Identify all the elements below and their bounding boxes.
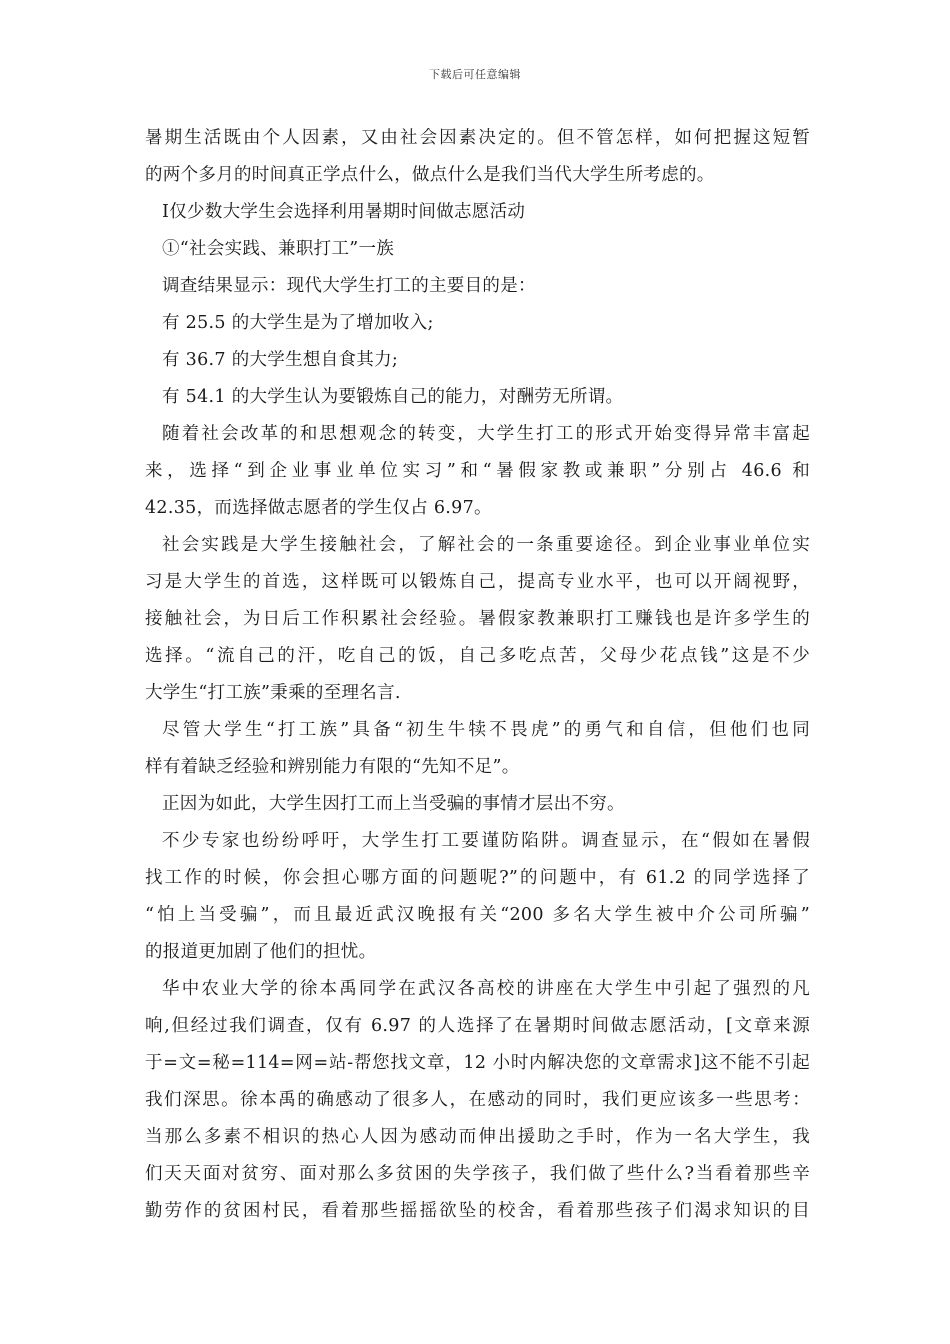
subsection-heading: ①“社会实践、兼职打工”一族 [162, 239, 395, 259]
text-line: 大学生“打工族”秉乘的至理名言. [145, 683, 401, 703]
text-line: 的两个多月的时间真正学点什么，做点什么是我们当代大学生所考虑的。 [145, 165, 715, 185]
page-header: 下载后可任意编辑 [429, 68, 521, 81]
text-line: 正因为如此，大学生因打工而上当受骗的事情才层出不穷。 [162, 794, 625, 814]
text-line: 有 54.1 的大学生认为要锻炼自己的能力，对酬劳无所谓。 [162, 387, 624, 407]
text-line: 的报道更加剧了他们的担忧。 [145, 942, 377, 962]
text-line: 来，选择“到企业事业单位实习”和“暑假家教或兼职”分别占 46.6 和 [145, 461, 810, 481]
text-line: 42.35，而选择做志愿者的学生仅占 6.97。 [145, 498, 492, 518]
text-line: 当那么多素不相识的热心人因为感动而伸出援助之手时，作为一名大学生，我 [145, 1127, 810, 1147]
text-line: 尽管大学生“打工族”具备“初生牛犊不畏虎”的勇气和自信，但他们也同 [162, 720, 810, 740]
text-line: 有 36.7 的大学生想自食其力; [162, 350, 399, 370]
text-line: 暑期生活既由个人因素，又由社会因素决定的。但不管怎样，如何把握这短暂 [145, 128, 810, 148]
text-line: 华中农业大学的徐本禹同学在武汉各高校的讲座在大学生中引起了强烈的凡 [162, 979, 810, 999]
text-line: 响,但经过我们调查，仅有 6.97 的人选择了在暑期时间做志愿活动，[文章来源 [145, 1016, 810, 1036]
text-line: 有 25.5 的大学生是为了增加收入; [162, 313, 434, 333]
text-line: 选择。“流自己的汗，吃自己的饭，自己多吃点苦，父母少花点钱”这是不少 [145, 646, 810, 666]
text-line: 找工作的时候，你会担心哪方面的问题呢?”的问题中，有 61.2 的同学选择了 [145, 868, 810, 888]
section-heading: Ⅰ仅少数大学生会选择利用暑期时间做志愿活动 [162, 202, 526, 222]
text-line: 我们深思。徐本禹的确感动了很多人，在感动的同时，我们更应该多一些思考： [145, 1090, 810, 1110]
text-line: 接触社会，为日后工作积累社会经验。暑假家教兼职打工赚钱也是许多学生的 [145, 609, 810, 629]
text-line: 调查结果显示：现代大学生打工的主要目的是： [162, 276, 536, 296]
text-line: 不少专家也纷纷呼吁，大学生打工要谨防陷阱。调查显示，在“假如在暑假 [162, 831, 810, 851]
text-line: 社会实践是大学生接触社会，了解社会的一条重要途径。到企业事业单位实 [162, 535, 810, 555]
document-body [145, 120, 810, 1230]
text-line: 勤劳作的贫困村民，看着那些摇摇欲坠的校舍，看着那些孩子们渴求知识的目 [145, 1201, 810, 1221]
text-line: 们天天面对贫穷、面对那么多贫困的失学孩子，我们做了些什么?当看着那些辛 [145, 1164, 810, 1184]
text-line: 样有着缺乏经验和辨别能力有限的“先知不足”。 [145, 757, 520, 777]
text-line: 于=文=秘=114=网=站-帮您找文章，12 小时内解决您的文章需求]这不能不引起 [145, 1053, 810, 1073]
text-line: “怕上当受骗”，而且最近武汉晚报有关“200 多名大学生被中介公司所骗” [145, 905, 810, 925]
text-line: 习是大学生的首选，这样既可以锻炼自己，提高专业水平，也可以开阔视野， [145, 572, 810, 592]
text-line: 随着社会改革的和思想观念的转变，大学生打工的形式开始变得异常丰富起 [162, 424, 810, 444]
